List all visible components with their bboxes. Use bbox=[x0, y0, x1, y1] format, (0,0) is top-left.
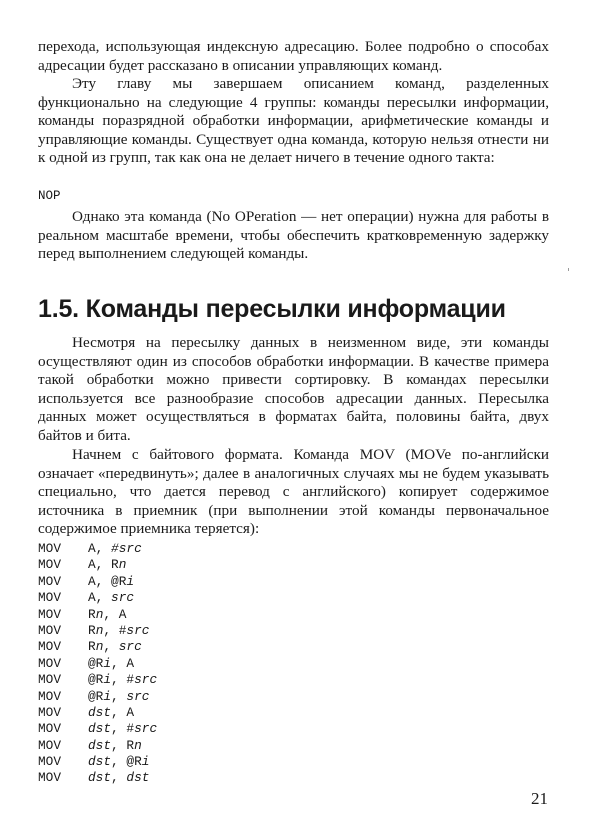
code-line bbox=[38, 623, 157, 639]
operand-part: , A bbox=[103, 606, 127, 622]
code-line bbox=[38, 639, 157, 655]
code-line bbox=[38, 590, 157, 606]
mnemonic: MOV bbox=[38, 688, 62, 704]
operand-part: , bbox=[103, 639, 119, 655]
operand-part: i bbox=[126, 573, 135, 589]
operand-part: dst bbox=[88, 737, 112, 753]
operand-part: n bbox=[118, 557, 127, 573]
code-line bbox=[38, 689, 157, 705]
mnemonic: MOV bbox=[38, 721, 62, 737]
operand-part: , # bbox=[103, 622, 127, 638]
code-line bbox=[38, 770, 157, 786]
operand-part: n bbox=[134, 737, 142, 753]
mnemonic: MOV bbox=[38, 557, 62, 573]
operand-part: n bbox=[95, 606, 104, 622]
mnemonic: MOV bbox=[38, 573, 62, 589]
operand-part: dst bbox=[126, 770, 150, 786]
mnemonic: MOV bbox=[38, 622, 62, 638]
operand-part: i bbox=[103, 688, 112, 704]
operand-part: dst bbox=[88, 770, 112, 786]
operand-part: , # bbox=[111, 672, 135, 688]
code-line bbox=[38, 754, 157, 770]
operand-part: dst bbox=[88, 704, 112, 720]
mnemonic: MOV bbox=[38, 704, 62, 720]
operand-part: n bbox=[95, 639, 104, 655]
mov-code-listing bbox=[38, 541, 157, 787]
operand-part: A, bbox=[88, 590, 112, 606]
operand-part: A, R bbox=[88, 557, 119, 573]
operand-part: , R bbox=[111, 737, 135, 753]
operand-part: dst bbox=[88, 754, 112, 770]
code-line bbox=[38, 656, 157, 672]
operand-part: , bbox=[111, 688, 127, 704]
section-heading: 1.5. Команды пересылки информации bbox=[38, 295, 506, 323]
operand-part: src bbox=[111, 590, 135, 606]
operand-part: dst bbox=[88, 721, 112, 737]
operand-part: R bbox=[88, 639, 96, 655]
operand-part: i bbox=[103, 672, 112, 688]
paragraph-nop-explanation: Однако эта команда (No OPeration — нет операции) нужна для работы в реальном масштабе времени, чтобы обеспечить кратковременную задержку перед выполнением следующей команды. bbox=[38, 208, 549, 263]
operand-part: i bbox=[103, 655, 112, 671]
operand-part: A, bbox=[88, 541, 112, 556]
paragraph-mov-description: Начнем с байтового формата. Команда MOV (MOVe по-английски означает «передвинуть»; далее в аналогичных случаях мы не будем указывать специально, что дается перевод с английского) копирует содержимое источника в приемник (при выполнении этой команды первоначальное содержимое приемника теряется): bbox=[38, 446, 549, 538]
paragraph-transfer-intro: Несмотря на пересылку данных в неизменном виде, эти команды осуществляют один из способов обработки информации. В качестве примера такой обработки можно привести сортировку. В командах пересылки используется все разнообразие способов адресации данных. Пересылка данных может осуществляться в форматах байта, половины байта, двух байтов и бита. bbox=[38, 334, 549, 444]
mnemonic: MOV bbox=[38, 639, 62, 655]
code-line bbox=[38, 705, 157, 721]
operand-part: R bbox=[88, 606, 96, 622]
mnemonic: MOV bbox=[38, 590, 62, 606]
operand-part: src bbox=[126, 622, 150, 638]
operand-part: , bbox=[111, 770, 127, 786]
operand-part: @R bbox=[88, 688, 104, 704]
code-line bbox=[38, 541, 157, 557]
code-line bbox=[38, 574, 157, 590]
operand-part: src bbox=[134, 721, 158, 737]
operand-part: i bbox=[141, 754, 150, 770]
mnemonic: MOV bbox=[38, 655, 62, 671]
code-line bbox=[38, 557, 157, 573]
operand-part: src bbox=[118, 639, 142, 655]
code-line bbox=[38, 721, 157, 737]
operand-part: #src bbox=[111, 541, 142, 556]
code-line bbox=[38, 607, 157, 623]
paragraph-continuation: перехода, использующая индексную адресацию. Более подробно о способах адресации будет рассказано в описании управляющих команд. bbox=[38, 38, 549, 74]
mnemonic: MOV bbox=[38, 606, 62, 622]
paragraph-chapter-summary: Эту главу мы завершаем описанием команд, разделенных функционально на следующие 4 группы: команды пересылки информации, команды поразрядной обработки информации, арифметические команды и управляющие команды. Существует одна команда, которую нельзя отнести ни к одной из групп, так как она не делает ничего в течение одного такта: bbox=[38, 75, 549, 167]
mnemonic: MOV bbox=[38, 770, 62, 786]
page-number: 21 bbox=[531, 789, 548, 808]
operand-part: src bbox=[134, 672, 158, 688]
operand-part: , # bbox=[111, 721, 135, 737]
operand-part: @R bbox=[88, 655, 104, 671]
operand-part: , @R bbox=[111, 754, 142, 770]
code-line bbox=[38, 738, 157, 754]
operand-part: src bbox=[126, 688, 150, 704]
mnemonic: MOV bbox=[38, 541, 62, 556]
operand-part: , A bbox=[111, 655, 135, 671]
mnemonic: MOV bbox=[38, 737, 62, 753]
operand-part: R bbox=[88, 622, 96, 638]
code-line bbox=[38, 672, 157, 688]
mnemonic: MOV bbox=[38, 672, 62, 688]
scan-mark bbox=[568, 268, 569, 271]
mnemonic: MOV bbox=[38, 754, 62, 770]
operand-part: A, @R bbox=[88, 573, 127, 589]
nop-instruction: NOP bbox=[38, 189, 61, 203]
operand-part: , A bbox=[111, 704, 135, 720]
operand-part: @R bbox=[88, 672, 104, 688]
operand-part: n bbox=[95, 622, 104, 638]
